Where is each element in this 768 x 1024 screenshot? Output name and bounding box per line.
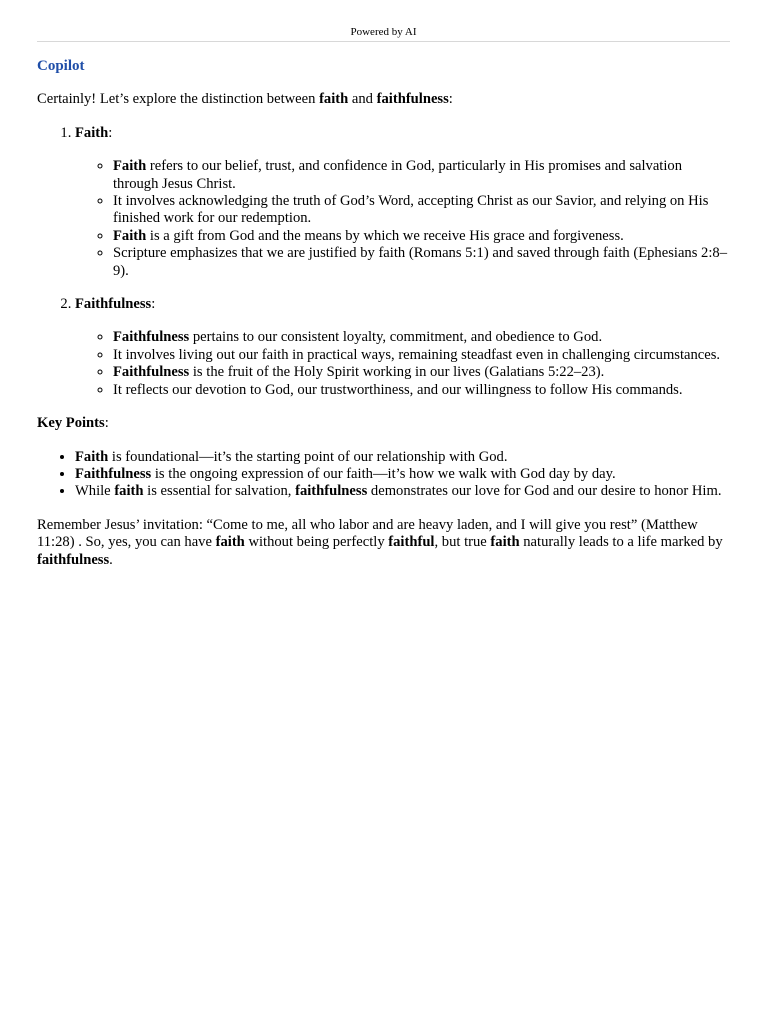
- key-points-list: [37, 449, 730, 501]
- closing-term: faith: [490, 534, 520, 551]
- list-item: [113, 329, 730, 346]
- powered-by-header: Powered by AI: [37, 26, 730, 42]
- list-item-term: Faith: [113, 227, 147, 244]
- list-item-text: Scripture emphasizes that we are justified by faith (Romans 5:1) and saved through faith (Ephesians 2:8–9).: [113, 245, 727, 279]
- list-item-text: It involves living out our faith in practical ways, remaining steadfast even in challenging circumstances.: [113, 346, 721, 363]
- list-item-term: Faith: [75, 448, 109, 465]
- list-item-term: Faith: [113, 158, 147, 175]
- key-points-title: Key Points: [37, 415, 105, 432]
- list-item: [75, 483, 730, 500]
- intro-term-faithfulness: faithfulness: [376, 91, 449, 108]
- list-item-text: is the ongoing expression of our faith—it’s how we walk with God day by day.: [151, 465, 616, 482]
- list-item: [75, 449, 730, 466]
- definitions-list: [37, 125, 730, 399]
- closing-text: without being perfectly: [244, 534, 389, 551]
- list-item-term: Faithfulness: [113, 364, 190, 381]
- section-title: 1. Faith:: [75, 124, 113, 141]
- intro-text: and: [348, 91, 377, 108]
- list-item-text: is a gift from God and the means by which we receive His grace and forgiveness.: [146, 227, 624, 244]
- intro-term-faith: faith: [319, 91, 349, 108]
- faithfulness-points: [75, 329, 730, 399]
- list-item-term: Faithfulness: [113, 329, 190, 346]
- closing-text: naturally leads to a life marked by: [519, 534, 723, 551]
- list-item-term: faithfulness: [295, 483, 368, 500]
- list-item-text: demonstrates our love for God and our desire to honor Him.: [367, 483, 722, 500]
- copilot-response: [37, 58, 730, 585]
- list-item-text: It involves acknowledging the truth of God’s Word, accepting Christ as our Savior, and relying on His finished work for our redemption.: [113, 193, 709, 227]
- list-item: [113, 245, 730, 280]
- list-item-term: faith: [114, 483, 144, 500]
- list-item-text: refers to our belief, trust, and confidence in God, particularly in His promises and salvation through Jesus Christ.: [113, 158, 683, 192]
- list-item: [75, 466, 730, 483]
- list-item-text: is foundational—it’s the starting point of our relationship with God.: [108, 448, 508, 465]
- brand-title: Copilot: [37, 58, 85, 74]
- list-item: [113, 158, 730, 193]
- intro-text: Certainly! Let’s explore the distinction between: [37, 91, 320, 108]
- closing-text: .: [109, 551, 113, 568]
- list-item: [113, 364, 730, 381]
- list-item: [113, 382, 730, 399]
- list-item-term: Faithfulness: [75, 465, 152, 482]
- list-item: [113, 347, 730, 364]
- closing-term: faithful: [388, 534, 435, 551]
- list-item: [113, 228, 730, 245]
- list-item-text: is essential for salvation,: [143, 483, 296, 500]
- list-item-text: pertains to our consistent loyalty, commitment, and obedience to God.: [189, 329, 603, 346]
- intro-text: :: [448, 91, 453, 108]
- list-item: [113, 193, 730, 228]
- closing-text: , but true: [434, 534, 491, 551]
- section-title: 2. Faithfulness:: [75, 296, 156, 313]
- section-faithfulness: [75, 296, 730, 399]
- closing-term: faith: [215, 534, 245, 551]
- list-item-text: is the fruit of the Holy Spirit working in our lives (Galatians 5:22–23).: [189, 364, 605, 381]
- section-faith: [75, 125, 730, 280]
- list-item-text: While: [75, 483, 115, 500]
- key-points-heading: Key Points:: [37, 415, 109, 432]
- section-title-term: Faithfulness: [75, 296, 152, 313]
- section-title-term: Faith: [75, 124, 109, 141]
- closing-term: faithfulness: [37, 551, 110, 568]
- closing-text: Remember Jesus’ invitation: “Come to me, all who labor and are heavy laden, and I will give you rest” (Matthew 11:28) . So, yes, you can have: [37, 516, 698, 551]
- list-item-text: It reflects our devotion to God, our trustworthiness, and our willingness to follow His commands.: [113, 381, 683, 398]
- closing-paragraph: [37, 517, 730, 569]
- intro-paragraph: [37, 91, 730, 108]
- faith-points: [75, 158, 730, 280]
